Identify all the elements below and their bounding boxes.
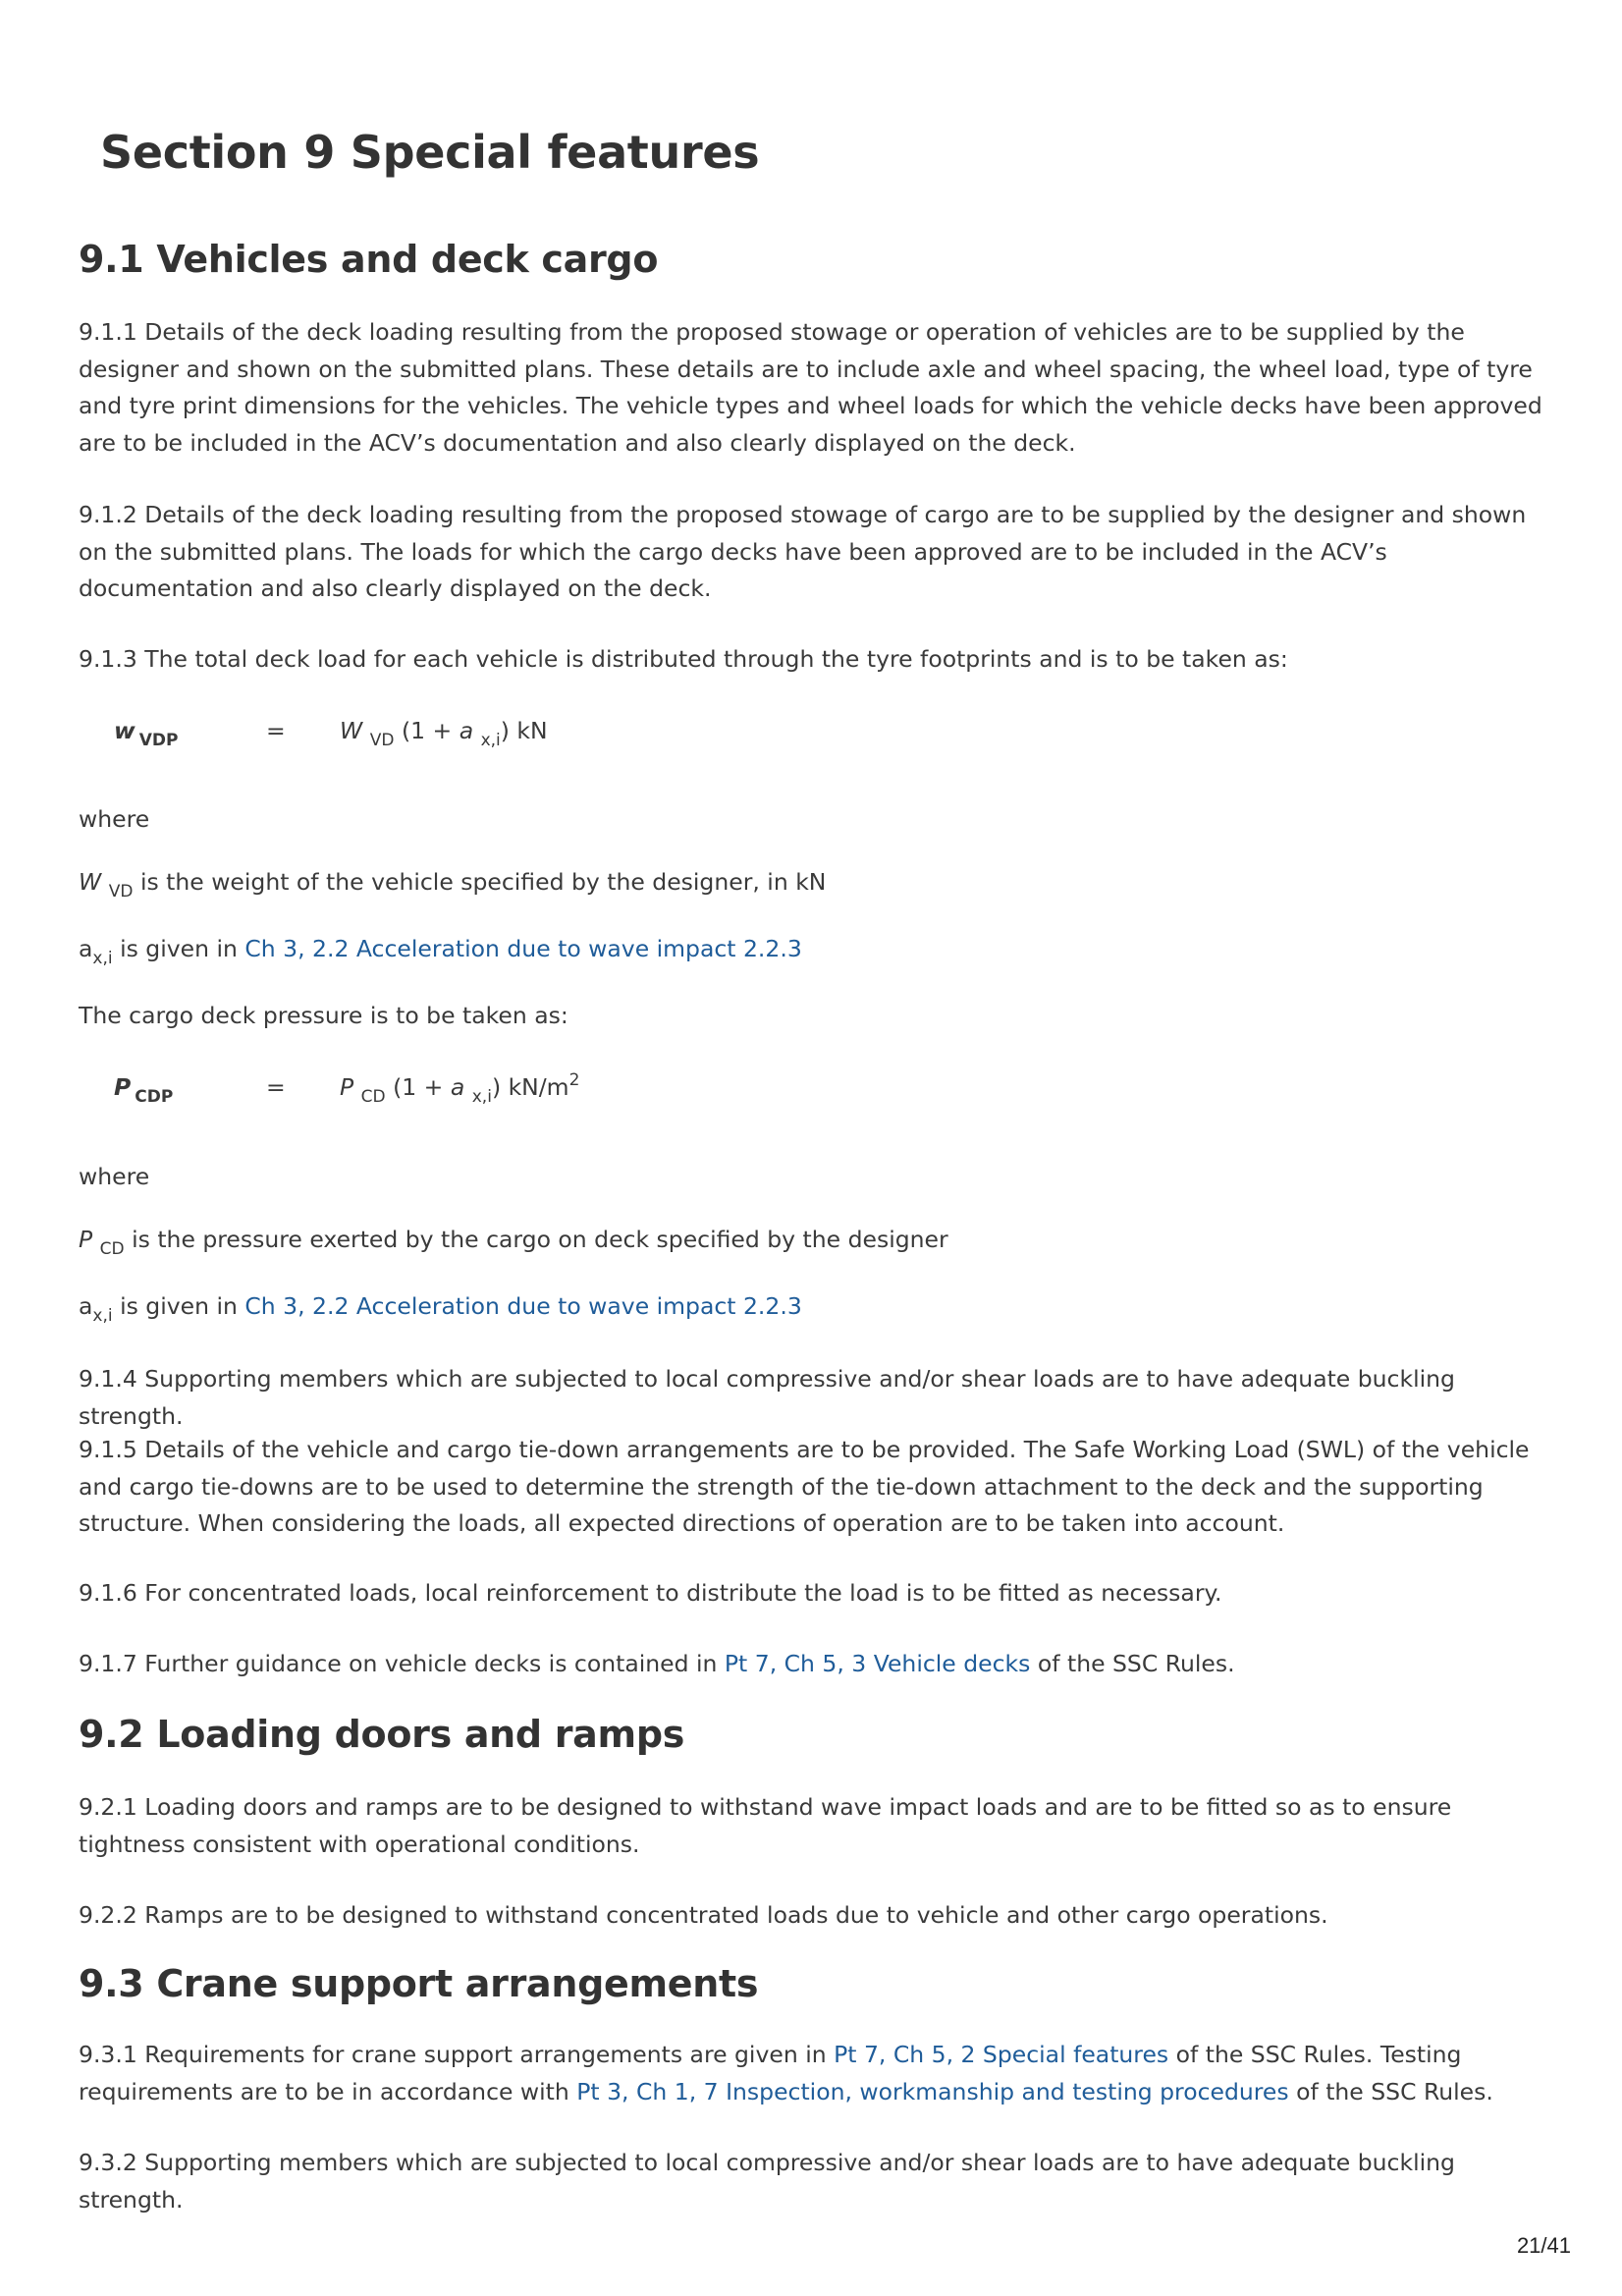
paragraph-9-1-6: 9.1.6 For concentrated loads, local reinforcement to distribute the load is to be fitted as necessary. (79, 1579, 1222, 1607)
formula-equals: = (266, 717, 286, 744)
paragraph-9-1-2: 9.1.2 Details of the deck loading resulting from the proposed stowage of cargo are to be supplied by the designer and shown on the submitted plans. The loads for which the cargo decks have been approved are to be included in the ACV’s documentation and also clearly displayed on the deck. (79, 501, 1527, 602)
heading-9-2: 9.2 Loading doors and ramps (79, 1713, 685, 1756)
paragraph-9-1-7: 9.1.7 Further guidance on vehicle decks is contained in Pt 7, Ch 5, 3 Vehicle decks of the SSC Rules. (79, 1650, 1235, 1677)
paragraph-9-1-3: 9.1.3 The total deck load for each vehicle is distributed through the tyre footprints and is to be taken as: (79, 645, 1288, 673)
paragraph-9-3-2: 9.3.2 Supporting members which are subjected to local compressive and/or shear loads are to have adequate buckling strength. (79, 2149, 1455, 2214)
paragraph-9-3-1: 9.3.1 Requirements for crane support arrangements are given in Pt 7, Ch 5, 2 Special features of the SSC Rules. Testing requirements are to be in accordance with Pt 3, Ch 1, 7 Inspection, workmanship and testing procedures of the SSC Rules. (79, 2041, 1493, 2105)
formula-lhs: P $_{CDP}$ (114, 1073, 174, 1107)
paragraph-9-1-4: 9.1.4 Supporting members which are subjected to local compressive and/or shear loads are to have adequate buckling strength. (79, 1365, 1455, 1430)
link-acceleration-wave-impact-1[interactable]: Ch 3, 2.2 Acceleration due to wave impact 2.2.3 (244, 935, 802, 962)
heading-9-3: 9.3 Crane support arrangements (79, 1962, 759, 2005)
paragraph-9-1-1: 9.1.1 Details of the deck loading resulting from the proposed stowage or operation of vehicles are to be supplied by the designer and shown on the submitted plans. These details are to include axle and wheel spacing, the wheel load, type of tyre and tyre print dimensions for the vehicles. The vehicle types and wheel loads for which the vehicle decks have been approved are to be included in the ACV’s documentation and also clearly displayed on the deck. (79, 318, 1542, 457)
cargo-pressure-intro: The cargo deck pressure is to be taken as: (79, 1002, 568, 1029)
paragraph-9-2-1: 9.2.1 Loading doors and ramps are to be designed to withstand wave impact loads and are to be fitted so as to ensure tightness consistent with operational conditions. (79, 1793, 1452, 1858)
formula-lhs: w $_{VDP}$ (114, 717, 179, 750)
formula-equals: = (266, 1073, 286, 1101)
where-label-2: where (79, 1163, 150, 1190)
link-special-features[interactable]: Pt 7, Ch 5, 2 Special features (834, 2041, 1169, 2068)
link-vehicle-decks[interactable]: Pt 7, Ch 5, 3 Vehicle decks (724, 1650, 1031, 1677)
paragraph-9-2-2: 9.2.2 Ramps are to be designed to withstand concentrated loads due to vehicle and other cargo operations. (79, 1901, 1328, 1929)
section-title: Section 9 Special features (100, 126, 760, 179)
page-number: 21/41 (1516, 2233, 1571, 2258)
paragraph-9-1-5: 9.1.5 Details of the vehicle and cargo tie-down arrangements are to be provided. The Safe Working Load (SWL) of the vehicle and cargo tie-downs are to be used to determine the strength of the tie-down attachment to the deck and the supporting structure. When considering the loads, all expected directions of operation are to be taken into account. (79, 1436, 1530, 1537)
where-label-1: where (79, 805, 150, 833)
formula-rhs: P $_{CD}$ (1 + a $_{x,i}$) $kN/m^2$ (340, 1070, 580, 1107)
heading-9-1: 9.1 Vehicles and deck cargo (79, 238, 659, 281)
definition-w-vd: W $_{VD}$ is the weight of the vehicle specified by the designer, in kN (79, 868, 827, 902)
definition-a-xi-1: $a_{x,i}$ is given in Ch 3, 2.2 Acceleration due to wave impact 2.2.3 (79, 935, 802, 968)
link-inspection-testing-procedures[interactable]: Pt 3, Ch 1, 7 Inspection, workmanship and testing procedures (576, 2077, 1289, 2105)
definition-p-cd: P $_{CD}$ is the pressure exerted by the cargo on deck specified by the designer (79, 1226, 948, 1259)
formula-rhs: W $_{VD}$ (1 + a $_{x,i}$) kN (340, 717, 548, 750)
definition-a-xi-2: $a_{x,i}$ is given in Ch 3, 2.2 Acceleration due to wave impact 2.2.3 (79, 1292, 802, 1326)
link-acceleration-wave-impact-2[interactable]: Ch 3, 2.2 Acceleration due to wave impact 2.2.3 (244, 1292, 802, 1320)
